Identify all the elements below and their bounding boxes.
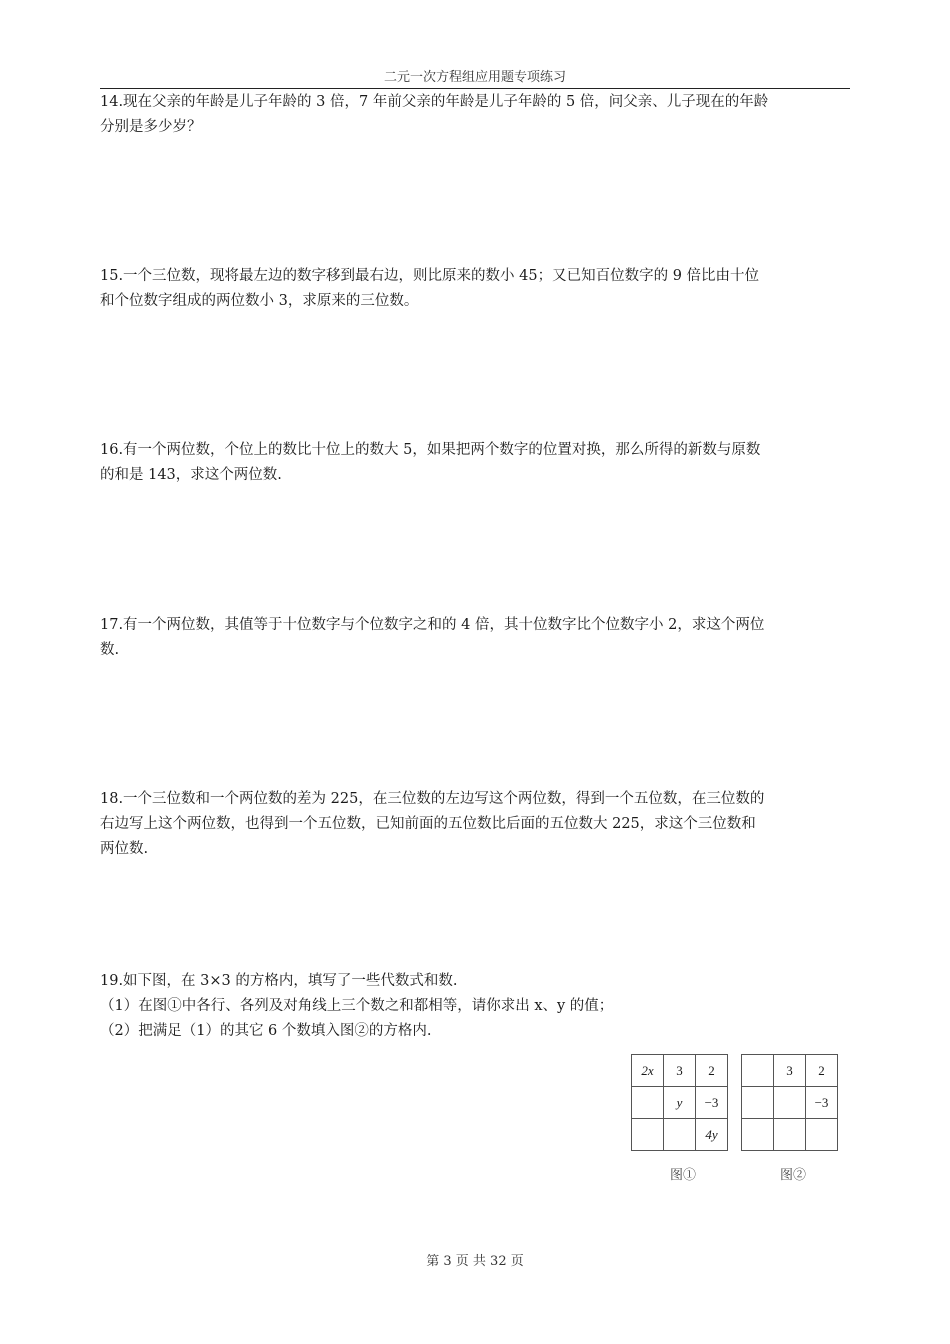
figure-1-cell bbox=[632, 1119, 664, 1151]
figure-1-cell: −3 bbox=[696, 1087, 728, 1119]
question-14-line-2: 分别是多少岁？ bbox=[100, 119, 202, 135]
figure-1-cell: 4y bbox=[696, 1119, 728, 1151]
question-16-line-1: 16.有一个两位数，个位上的数比十位上的数大 5，如果把两个数字的位置对换，那么所得的新数与原数 bbox=[100, 442, 761, 458]
page-footer: 第 3 页 共 32 页 bbox=[426, 1254, 524, 1269]
figure-2-grid bbox=[741, 1054, 838, 1151]
figure-2-cell bbox=[742, 1087, 774, 1119]
question-17 bbox=[100, 613, 852, 663]
figure-2-cell bbox=[774, 1087, 806, 1119]
figure-1-cell: 2 bbox=[696, 1055, 728, 1087]
figure-2-caption: 图② bbox=[779, 1168, 806, 1183]
figure-2-cell bbox=[742, 1119, 774, 1151]
question-18-line-2: 右边写上这个两位数，也得到一个五位数，已知前面的五位数比后面的五位数大 225，求这个三位数和 bbox=[100, 816, 756, 832]
figure-2-cell bbox=[774, 1119, 806, 1151]
question-16 bbox=[100, 438, 852, 488]
question-16-line-2: 的和是 143，求这个两位数. bbox=[100, 467, 282, 483]
question-17-line-2: 数. bbox=[100, 642, 120, 658]
question-19-part-2: （2）把满足（1）的其它 6 个数填入图②的方格内. bbox=[100, 1023, 432, 1039]
figure-2-cell: 3 bbox=[774, 1055, 806, 1087]
question-14 bbox=[100, 90, 852, 140]
figure-1-cell bbox=[664, 1119, 696, 1151]
question-15 bbox=[100, 264, 852, 314]
question-19-part-1: （1）在图①中各行、各列及对角线上三个数之和都相等，请你求出 x、y 的值； bbox=[100, 998, 614, 1014]
figure-2-cell bbox=[742, 1055, 774, 1087]
question-18-line-3: 两位数. bbox=[100, 841, 149, 857]
question-17-line-1: 17.有一个两位数，其值等于十位数字与个位数字之和的 4 倍，其十位数字比个位数字小 2，求这个两位 bbox=[100, 617, 765, 633]
figure-1-grid bbox=[631, 1054, 728, 1151]
question-14-line-1: 14.现在父亲的年龄是儿子年龄的 3 倍，7 年前父亲的年龄是儿子年龄的 5 倍，问父亲、儿子现在的年龄 bbox=[100, 94, 769, 110]
figure-1-caption: 图① bbox=[669, 1168, 696, 1183]
question-18 bbox=[100, 787, 852, 862]
figure-2-cell: 2 bbox=[806, 1055, 838, 1087]
figure-1-cell bbox=[632, 1087, 664, 1119]
figure-1-cell: y bbox=[664, 1087, 696, 1119]
figure-2-cell: −3 bbox=[806, 1087, 838, 1119]
figure-1-cell: 3 bbox=[664, 1055, 696, 1087]
question-15-line-1: 15.一个三位数，现将最左边的数字移到最右边，则比原来的数小 45；又已知百位数字的 9 倍比由十位 bbox=[100, 268, 760, 284]
question-15-line-2: 和个位数字组成的两位数小 3，求原来的三位数。 bbox=[100, 293, 419, 309]
question-18-line-1: 18.一个三位数和一个两位数的差为 225，在三位数的左边写这个两位数，得到一个五位数，在三位数的 bbox=[100, 791, 765, 807]
figure-2-cell bbox=[806, 1119, 838, 1151]
question-19 bbox=[100, 969, 852, 1044]
question-19-line-1: 19.如下图，在 3×3 的方格内，填写了一些代数式和数. bbox=[100, 973, 458, 989]
header-rule bbox=[100, 88, 850, 89]
figure-1-cell: 2x bbox=[632, 1055, 664, 1087]
page-header: 二元一次方程组应用题专项练习 bbox=[383, 70, 566, 85]
